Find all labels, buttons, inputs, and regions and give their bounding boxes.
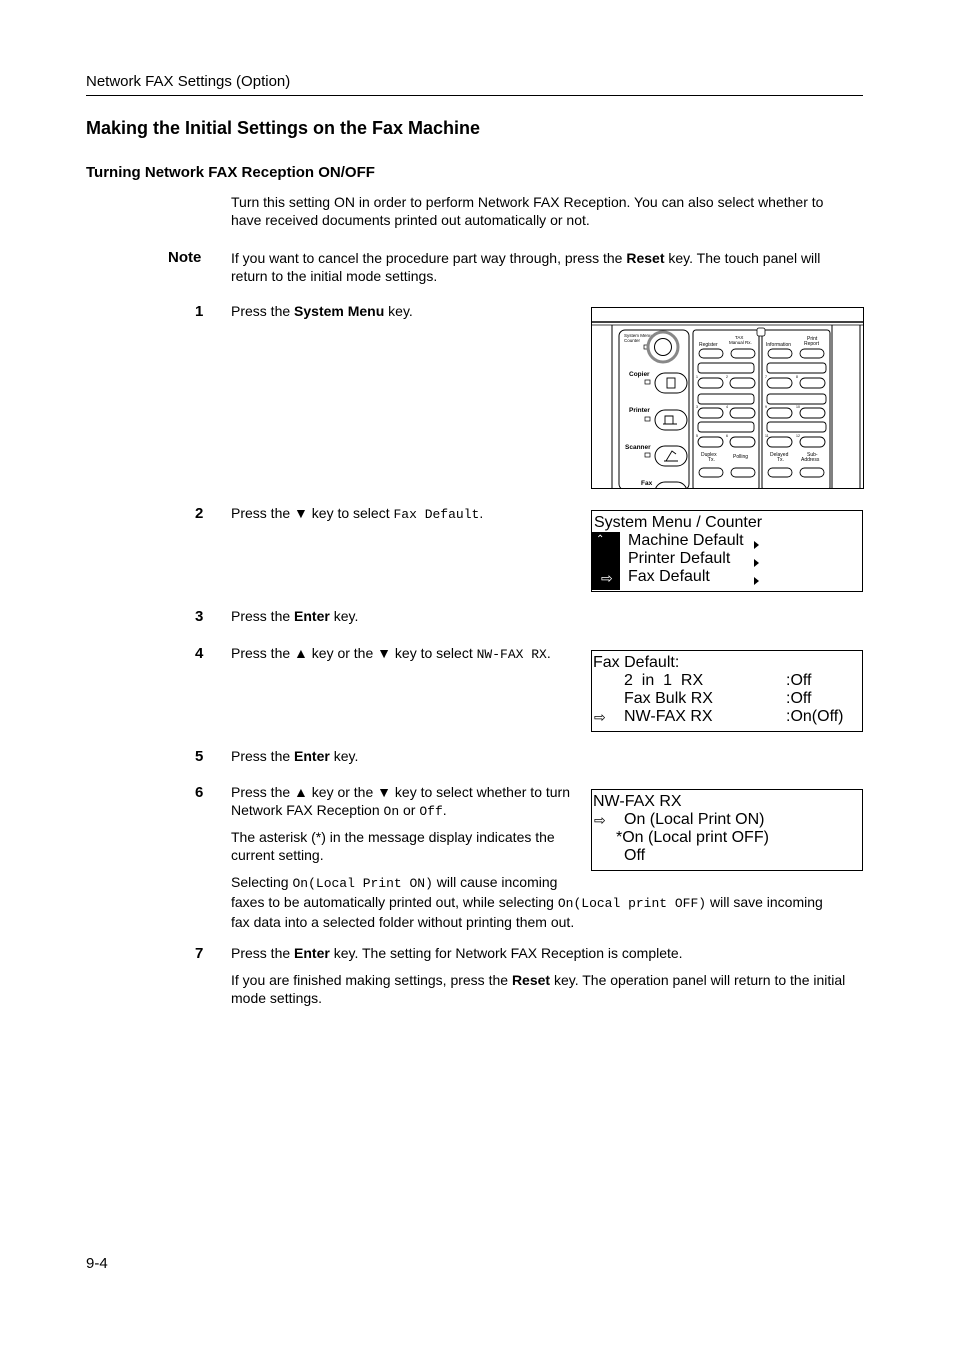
svg-text:10: 10 [796, 405, 800, 409]
lcd-title: NW-FAX RX [593, 793, 682, 810]
subsection-title: Turning Network FAX Reception ON/OFF [86, 164, 375, 181]
panel-key-sub-address: Address [801, 457, 820, 463]
lcd-title: Fax Default: [593, 654, 680, 671]
step-text: Press the System Menu key. [231, 303, 413, 319]
lcd-option: Off [624, 847, 646, 864]
selection-arrow-icon: ⇨ [594, 812, 606, 828]
svg-text:9: 9 [765, 405, 767, 409]
step-text: Press the ▼ key to select Fax Default. [231, 505, 484, 522]
lcd-title: System Menu / Counter [594, 514, 763, 531]
lcd-setting-value: :On(Off) [786, 708, 844, 725]
panel-key-manual-rx: Manual Rx. [729, 340, 752, 345]
svg-text:11: 11 [765, 434, 769, 438]
lcd-fax-default [591, 650, 863, 732]
svg-text:TAX: TAX [735, 335, 744, 340]
svg-text:Tx.: Tx. [708, 457, 715, 463]
lcd-system-menu [591, 510, 863, 592]
intro-paragraph [231, 193, 823, 229]
step-number: 1 [195, 303, 204, 320]
intro-line: Turn this setting ON in order to perform Network FAX Reception. You can also select whether to [231, 194, 824, 210]
panel-label-fax: Fax [641, 480, 653, 487]
step-number: 5 [195, 748, 204, 765]
step-text: Press the Enter key. [231, 608, 359, 624]
submenu-arrow-icon [754, 577, 759, 585]
lcd-menu-item: Fax Default [628, 568, 710, 585]
panel-key-register: Register [699, 342, 718, 348]
selection-arrow-icon: ⇨ [601, 570, 613, 586]
step-number: 7 [195, 945, 204, 962]
submenu-arrow-icon [754, 541, 759, 549]
step-number: 2 [195, 505, 204, 522]
svg-text:4: 4 [726, 405, 728, 409]
panel-key-duplex-tx: Duplex [701, 452, 717, 458]
down-arrow-icon: ▼ [377, 784, 392, 800]
panel-label-counter: Counter [624, 338, 641, 343]
note-label: Note [168, 249, 202, 266]
lcd-setting-label: NW-FAX RX [624, 708, 713, 725]
operation-panel-drawing [592, 308, 863, 488]
lcd-option: On (Local Print ON) [624, 811, 765, 828]
step-number: 6 [195, 784, 204, 801]
note-text: If you want to cancel the procedure part way through, press the Reset key. The touch panel will return to the initial mode settings. [231, 250, 821, 284]
step-text: Press the ▲ key or the ▼ key to select NW-FAX RX. [231, 645, 551, 662]
operation-panel-illustration [591, 307, 864, 489]
panel-key-polling: Polling [733, 454, 749, 460]
step-note: Selecting On(Local Print ON) will cause incoming faxes to be automatically printed out, while selecting On(Local print OFF) will save incoming fax data into a selected folder without printing them out. [231, 874, 823, 930]
section-title: Making the Initial Settings on the Fax Machine [86, 118, 481, 138]
step-text: Press the ▲ key or the ▼ key to select whether to turn Network FAX Reception On or Off. [231, 784, 570, 819]
lcd-setting-value: :Off [786, 672, 812, 689]
svg-text:Tx.: Tx. [777, 457, 784, 463]
panel-key-information: Information [766, 342, 792, 348]
svg-text:3: 3 [696, 405, 698, 409]
svg-text:Sub-: Sub- [807, 452, 818, 458]
step-note: If you are finished making settings, press the Reset key. The operation panel will return to the initial mode settings. [231, 972, 846, 1006]
up-arrow-icon: ▲ [294, 784, 308, 800]
panel-label-printer: Printer [629, 407, 650, 414]
intro-line: have received documents printed out automatically or not. [231, 212, 590, 228]
panel-key-print-report: Report [804, 341, 820, 347]
page-number: 9-4 [86, 1255, 108, 1272]
down-arrow-icon: ▼ [377, 645, 392, 661]
lcd-option: *On (Local print OFF) [616, 829, 769, 846]
up-arrow-icon: ▲ [294, 645, 308, 661]
step-number: 3 [195, 608, 204, 625]
down-arrow-icon: ▼ [294, 505, 308, 521]
selection-arrow-icon: ⇨ [594, 709, 606, 725]
panel-label-copier: Copier [629, 371, 650, 378]
svg-text:7: 7 [765, 375, 767, 379]
scroll-up-icon: ⌃ [596, 534, 605, 545]
svg-text:12: 12 [796, 434, 800, 438]
svg-text:6: 6 [726, 434, 728, 438]
step-text: Press the Enter key. [231, 748, 359, 764]
svg-text:1: 1 [696, 375, 698, 379]
lcd-setting-value: :Off [786, 690, 812, 707]
panel-label-system-menu: System Menu [624, 333, 652, 338]
lcd-setting-label: 2 in 1 RX [624, 672, 704, 689]
lcd-menu-item: Printer Default [628, 550, 731, 567]
svg-text:5: 5 [696, 434, 698, 438]
lcd-setting-label: Fax Bulk RX [624, 690, 713, 707]
svg-text:8: 8 [796, 375, 798, 379]
step-text: Press the Enter key. The setting for Network FAX Reception is complete. [231, 945, 683, 961]
running-header: Network FAX Settings (Option) [86, 73, 291, 90]
panel-key-delayed-tx: Delayed [770, 452, 789, 458]
lcd-menu-item: Machine Default [628, 532, 744, 549]
step-note: The asterisk (*) in the message display indicates the current setting. [231, 829, 555, 863]
panel-label-scanner: Scanner [625, 444, 651, 451]
svg-text:Print: Print [807, 336, 818, 342]
submenu-arrow-icon [754, 559, 759, 567]
lcd-nw-fax-rx [591, 789, 863, 871]
header-rule [86, 95, 863, 96]
step-number: 4 [195, 645, 204, 662]
svg-text:2: 2 [726, 375, 728, 379]
